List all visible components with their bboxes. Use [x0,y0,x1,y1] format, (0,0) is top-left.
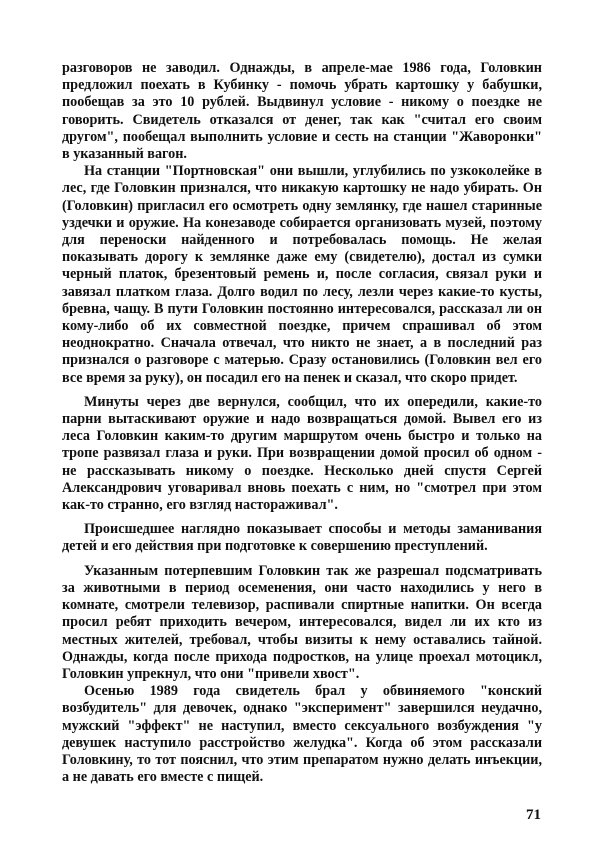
paragraph-5: Указанным потерпевшим Головкин так же разрешал подсматривать за животными в период осеменения, они часто находились у него в комнате, смотрели телевизор, распивали спиртные напитки. Он всегда просил ребят приходить вечером, интересовался, видел ли их кто из местных жителей, требовал, чтобы визиты к нему оставались тайной. Однажды, когда после прихода подростков, на улице проехал мотоцикл, Головкин упрекнул, что они "привели хвост". [62,562,542,682]
paragraph-3: Минуты через две вернулся, сообщил, что их опередили, какие-то парни вытаскивают оружие и надо возвращаться домой. Вывел его из леса Головкин каким-то другим маршрутом очень быстро и только на тропе развязал глаза и руки. При возвращении домой просил об одном - не рассказывать никому о поездке. Несколько дней спустя Сергей Александрович уговаривал вновь поехать с ним, но "смотрел при этом как-то странно, его взгляд настораживал". [62,393,542,514]
paragraph-6: Осенью 1989 года свидетель брал у обвиняемого "конский возбудитель" для девочек, однако "эксперимент" завершился неудачно, мужский "эффект" не наступил, вместо сексуального возбуждения "у девушек наступило расстройство желудка". Когда об этом рассказали Головкину, то тот пояснил, что этим препаратом нужно делать инъекции, а не давать его вместе с пищей. [62,683,542,786]
paragraph-2: На станции "Портновская" они вышли, углубились по узкоколейке в лес, где Головкин признался, что никакую картошку не надо убирать. Он (Головкин) пригласил его осмотреть одну землянку, где нашел старинные уздечки и оружие. На конезаводе собирается организовать музей, поэтому для переноски найденного и потребовалась помощь. Не желая показывать дорогу к землянке даже ему (свидетелю), достал из сумки черный платок, брезентовый ремень и, после согласия, связал руки и завязал платком глаза. Долго водил по лесу, лезли через какие-то кусты, бревна, чащу. В пути Головкин постоянно интересовался, рассказал ли он кому-либо об их совместной поездке, причем спрашивал об этом неоднократно. Сначала отвечал, что никто не знает, а в последний раз признался о разговоре с матерью. Сразу остановились (Головкин вел его все время за руку), он посадил его на пенек и сказал, что скоро придет. [62,163,542,386]
paragraph-1: разговоров не заводил. Однажды, в апреле-мае 1986 года, Головкин предложил поехать в Кубинку - помочь убрать картошку у бабушки, пообещав за это 10 рублей. Выдвинул условие - никому о поездке не говорить. Свидетель отказался от денег, так как "считал его своим другом", пообещал выполнить условие и сесть на станции "Жаворонки" в указанный вагон. [62,60,542,163]
page-number: 71 [526,807,541,823]
document-page [62,60,542,786]
paragraph-4: Происшедшее наглядно показывает способы и методы заманивания детей и его действия при подготовке к совершению преступлений. [62,521,542,555]
